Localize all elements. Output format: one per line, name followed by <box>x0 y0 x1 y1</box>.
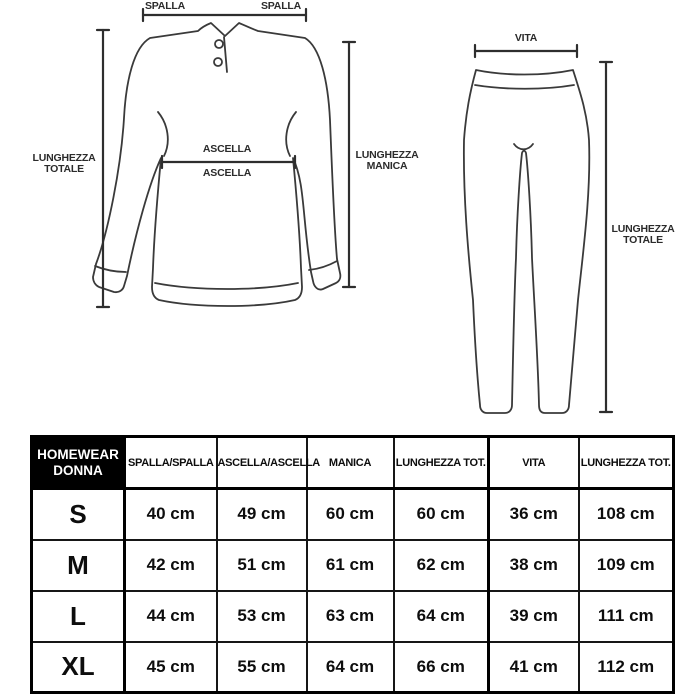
top-garment-drawing <box>93 23 340 306</box>
cell-value: 64 cm <box>394 591 489 642</box>
button-top <box>215 40 223 48</box>
ascella-label-bottom: ASCELLA <box>202 167 252 179</box>
table-row-l <box>32 591 674 642</box>
table-row-xl <box>32 642 674 693</box>
button-bottom <box>214 58 222 66</box>
vita-measure-line <box>475 45 577 57</box>
vita-label: VITA <box>514 32 538 44</box>
cell-value: 42 cm <box>125 540 217 591</box>
header-lunghezza-pants: LUNGHEZZA TOT. <box>579 437 674 489</box>
cell-value: 111 cm <box>579 591 674 642</box>
spalla-label-left: SPALLA <box>144 0 186 12</box>
cell-value: 66 cm <box>394 642 489 693</box>
spalla-label-right: SPALLA <box>260 0 302 12</box>
cell-value: 45 cm <box>125 642 217 693</box>
size-table-container <box>30 435 675 694</box>
cell-value: 112 cm <box>579 642 674 693</box>
header-manica: MANICA <box>307 437 394 489</box>
header-vita: VITA <box>489 437 579 489</box>
cell-value: 60 cm <box>307 489 394 540</box>
cell-value: 109 cm <box>579 540 674 591</box>
header-spalla: SPALLA/SPALLA <box>125 437 217 489</box>
cell-value: 49 cm <box>217 489 307 540</box>
cell-value: 108 cm <box>579 489 674 540</box>
table-row-s <box>32 489 674 540</box>
table-row-m <box>32 540 674 591</box>
cell-value: 55 cm <box>217 642 307 693</box>
shirt-length-label: LUNGHEZZA TOTALE <box>32 152 96 176</box>
cell-value: 36 cm <box>489 489 579 540</box>
table-title: HOMEWEAR DONNA <box>32 437 125 489</box>
pants-outline <box>464 70 589 413</box>
header-ascella: ASCELLA/ASCELLA <box>217 437 307 489</box>
cell-value: 41 cm <box>489 642 579 693</box>
cell-value: 53 cm <box>217 591 307 642</box>
size-table <box>30 435 675 694</box>
cell-value: 44 cm <box>125 591 217 642</box>
table-header-row <box>32 437 674 489</box>
cell-value: 61 cm <box>307 540 394 591</box>
size-label: S <box>32 489 125 540</box>
pants-length-label: LUNGHEZZA TOTALE <box>611 223 675 247</box>
cell-value: 40 cm <box>125 489 217 540</box>
cell-value: 62 cm <box>394 540 489 591</box>
sleeve-length-label: LUNGHEZZA MANICA <box>355 149 419 173</box>
size-label: L <box>32 591 125 642</box>
size-label: M <box>32 540 125 591</box>
cell-value: 38 cm <box>489 540 579 591</box>
header-lunghezza-top: LUNGHEZZA TOT. <box>394 437 489 489</box>
cell-value: 64 cm <box>307 642 394 693</box>
pants-drawing <box>464 70 589 413</box>
size-label: XL <box>32 642 125 693</box>
cell-value: 63 cm <box>307 591 394 642</box>
cell-value: 60 cm <box>394 489 489 540</box>
cell-value: 39 cm <box>489 591 579 642</box>
cell-value: 51 cm <box>217 540 307 591</box>
ascella-label-top: ASCELLA <box>202 143 252 155</box>
